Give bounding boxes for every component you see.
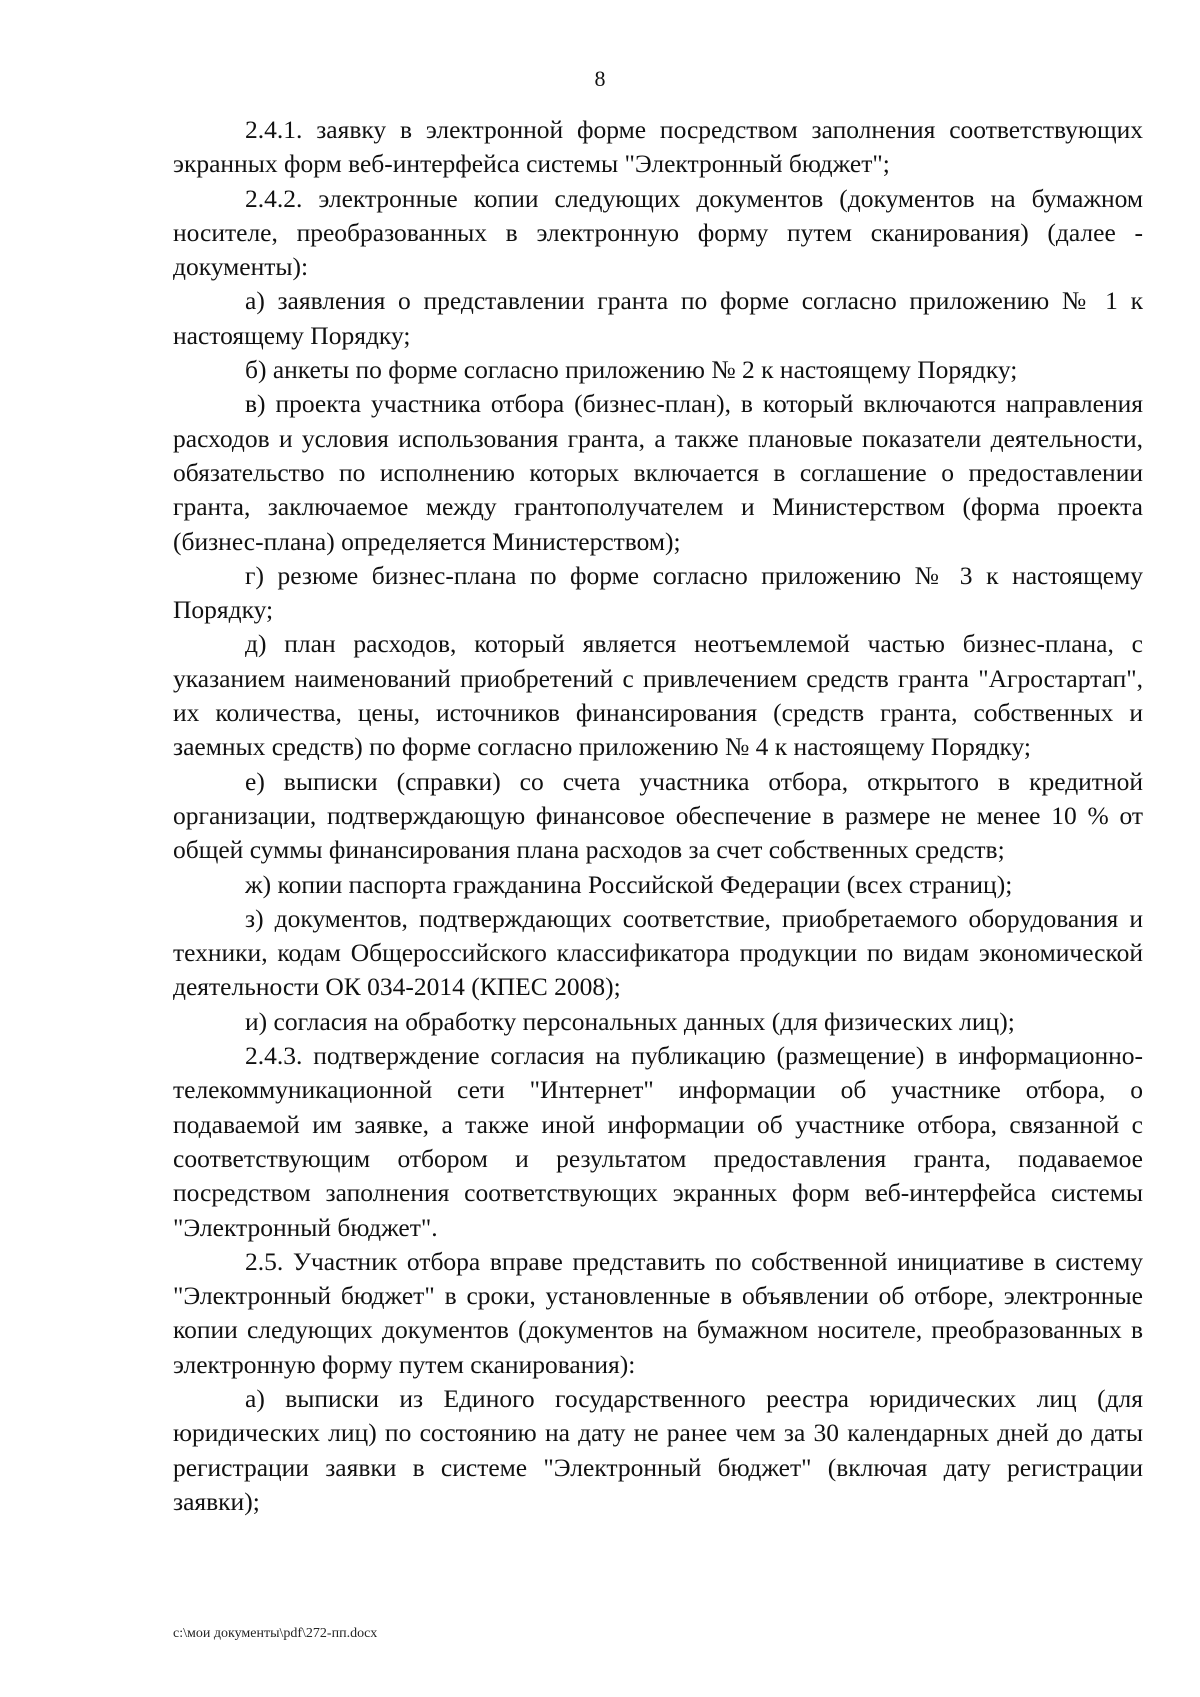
- document-body: [173, 113, 1143, 1519]
- list-item-d: д) план расходов, который является неотъемлемой частью бизнес-плана, с указанием наименований приобретений с привлечением средств гранта "Агростартап", их количества, цены, источников финансирования (средств гранта, собственных и заемных средств) по форме согласно приложению № 4 к настоящему Порядку;: [173, 629, 1143, 762]
- footer-file-path: c:\мои документы\pdf\272-пп.docx: [173, 1626, 378, 1641]
- list-item-z: з) документов, подтверждающих соответствие, приобретаемого оборудования и техники, кодам Общероссийского классификатора продукции по видам экономической деятельности ОК 034-2014 (КПЕС 2008);: [173, 903, 1143, 1002]
- list-item-b: б) анкеты по форме согласно приложению № 2 к настоящему Порядку;: [245, 355, 1018, 385]
- paragraph-2-4-2: 2.4.2. электронные копии следующих документов (документов на бумажном носителе, преобразованных в электронную форму путем сканирования) (далее - документы):: [173, 183, 1143, 282]
- paragraph-2-4-3: 2.4.3. подтверждение согласия на публикацию (размещение) в информационно-телекоммуникационной сети "Интернет" информации об участнике отбора, о подаваемой им заявке, а также иной информации об участнике отбора, связанной с соответствующим отбором и результатом предоставления гранта, подаваемое посредством заполнения соответствующих экранных форм веб-интерфейса системы "Электронный бюджет".: [173, 1041, 1143, 1242]
- list-item-e: е) выписки (справки) со счета участника отбора, открытого в кредитной организации, подтверждающую финансовое обеспечение в размере не менее 10 % от общей суммы финансирования плана расходов за счет собственных средств;: [173, 766, 1143, 865]
- list-item-i: и) согласия на обработку персональных данных (для физических лиц);: [245, 1006, 1015, 1036]
- list-item-a: а) заявления о представлении гранта по форме согласно приложению № 1 к настоящему Порядку;: [173, 286, 1143, 350]
- page-number: 8: [594, 66, 606, 91]
- paragraph-2-4-1: 2.4.1. заявку в электронной форме посредством заполнения соответствующих экранных форм веб-интерфейса системы "Электронный бюджет";: [173, 115, 1143, 179]
- list-item-zh: ж) копии паспорта гражданина Российской Федерации (всех страниц);: [245, 869, 1013, 899]
- list-item-a-2-5: а) выписки из Единого государственного реестра юридических лиц (для юридических лиц) по состоянию на дату не ранее чем за 30 календарных дней до даты регистрации заявки в системе "Электронный бюджет" (включая дату регистрации заявки);: [173, 1383, 1143, 1516]
- paragraph-2-5: 2.5. Участник отбора вправе представить по собственной инициативе в систему "Электронный бюджет" в сроки, установленные в объявлении об отборе, электронные копии следующих документов (документов на бумажном носителе, преобразованных в электронную форму путем сканирования):: [173, 1246, 1143, 1379]
- list-item-g: г) резюме бизнес-плана по форме согласно приложению № 3 к настоящему Порядку;: [173, 560, 1143, 625]
- list-item-v: в) проекта участника отбора (бизнес-план), в который включаются направления расходов и условия использования гранта, а также плановые показатели деятельности, обязательство по исполнению которых включается в соглашение о предоставлении гранта, заключаемое между грантополучателем и Министерством (форма проекта (бизнес-плана) определяется Министерством);: [173, 389, 1143, 556]
